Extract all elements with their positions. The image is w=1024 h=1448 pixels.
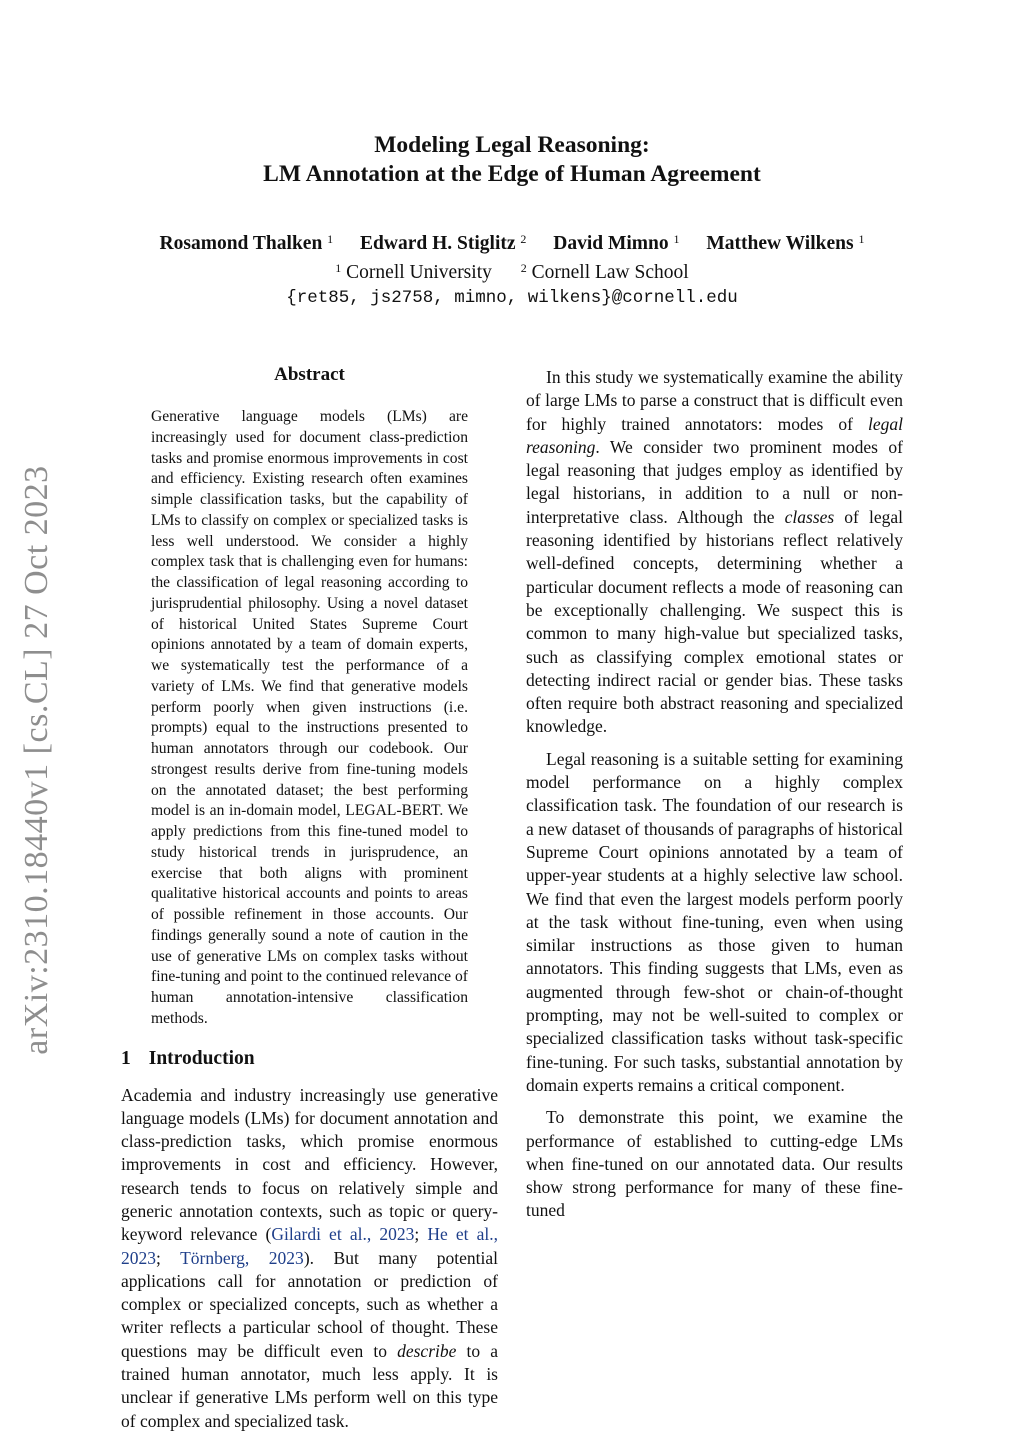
section-title: Introduction xyxy=(148,1047,255,1069)
citation-link[interactable]: Törnberg, 2023 xyxy=(180,1247,304,1268)
intro-paragraph-2: In this study we systematically examine the ability of large LMs to parse a construct that is difficult even for highly trained annotators: modes of legal reasoning. We consider two prominent modes of legal reasoning that judges employ as identified by legal historians, in addition to a null or non-interpretative class. Although the classes of legal reasoning identified by historians reflect relatively well-defined concepts, determining whether a particular document reflects a mode of reasoning can be exceptionally challenging. We suspect this is common to many high-value but specialized tasks, such as classifying complex emotional states or detecting indirect racial or gender bias. These tasks often require both abstract reasoning and specialized knowledge. xyxy=(526,367,903,737)
title-line-1: Modeling Legal Reasoning: xyxy=(374,132,650,158)
left-column xyxy=(121,364,498,1433)
intro-paragraph-4: To demonstrate this point, we examine the performance of established to cutting-edge LMs when fine-tuned on our annotated data. Our results show strong performance for many of these fine-tuned xyxy=(526,1107,903,1221)
arxiv-identifier-stamp: arXiv:2310.18440v1 [cs.CL] 27 Oct 2023 xyxy=(18,465,55,1055)
citation-link[interactable]: He et al., 2023 xyxy=(121,1224,498,1268)
affiliation: $^2$ Cornell Law School xyxy=(520,261,689,283)
author-email: {ret85, js2758, mimno, wilkens}@cornell.edu xyxy=(286,288,738,308)
intro-paragraph-1: Academia and industry increasingly use generative language models (LMs) for document annotation and class-prediction tasks, which promise enormous improvements in cost and efficiency. However, research tends to focus on relatively simple and generic annotation contexts, such as topic or query-keyword relevance (Gilardi et al., 2023; He et al., 2023; Törnberg, 2023). But many potential applications call for annotation or prediction of complex or specialized concepts, such as whether a writer reflects a particular school of thought. These questions may be difficult even to describe to a trained human annotator, much less apply. It is unclear if generative LMs perform well on this type of complex and specialized task. xyxy=(121,1084,499,1431)
right-column xyxy=(526,366,903,1223)
section-heading-introduction xyxy=(121,1048,498,1070)
abstract-heading: Abstract xyxy=(274,364,345,385)
author-block xyxy=(0,227,1024,310)
author-list xyxy=(0,227,1024,256)
author: David Mimno $^1$ xyxy=(553,232,680,254)
citation-link[interactable]: Gilardi et al., 2023 xyxy=(271,1224,415,1245)
intro-paragraph-3: Legal reasoning is a suitable setting for examining model performance on a highly complex classification task. The foundation of our research is a new dataset of thousands of paragraphs of historical Supreme Court opinions annotated by a team of upper-year students at a highly selective law school. We find that even the largest models perform poorly at the task without fine-tuning, even when using similar instructions as those given to human annotators. This finding suggests that LMs, even as augmented through few-shot or chain-of-thought prompting, may not be well-suited to complex or specialized classification tasks without task-specific fine-tuning. For such tasks, substantial annotation by domain experts remains a critical component. xyxy=(526,748,903,1095)
paper-title xyxy=(0,131,1024,189)
title-line-2: LM Annotation at the Edge of Human Agreement xyxy=(263,161,761,187)
author: Matthew Wilkens $^1$ xyxy=(706,232,865,254)
abstract-text: Generative language models (LMs) are increasingly used for document class-prediction tasks and promise enormous improvements in cost and efficiency. Existing research often examines simple classification tasks, but the capability of LMs to classify on complex or specialized tasks is less well understood. We consider a highly complex task that is challenging even for humans: the classification of legal reasoning according to jurisprudential philosophy. Using a novel dataset of historical United States Supreme Court opinions annotated by a team of domain experts, we systematically test the performance of a variety of LMs. We find that generative models perform poorly when given instructions (i.e. prompts) equal to the instructions presented to human annotators through our codebook. Our strongest results derive from fine-tuning models on the annotated dataset; the best performing model is an in-domain model, LEGAL-BERT. We apply predictions from this fine-tuned model to study historical trends in jurisprudence, an exercise that both aligns with prominent qualitative historical accounts and points to areas of possible refinement in those accounts. Our findings generally sound a note of caution in the use of generative LMs on complex tasks without fine-tuning and point to the continued relevance of human annotation-intensive classification methods. xyxy=(151,408,468,1027)
affiliation: $^1$ Cornell University xyxy=(335,261,492,283)
section-number: 1 xyxy=(121,1047,131,1069)
author: Rosamond Thalken $^1$ xyxy=(159,232,334,254)
author: Edward H. Stiglitz $^2$ xyxy=(360,232,527,254)
affiliation-list xyxy=(0,256,1024,285)
